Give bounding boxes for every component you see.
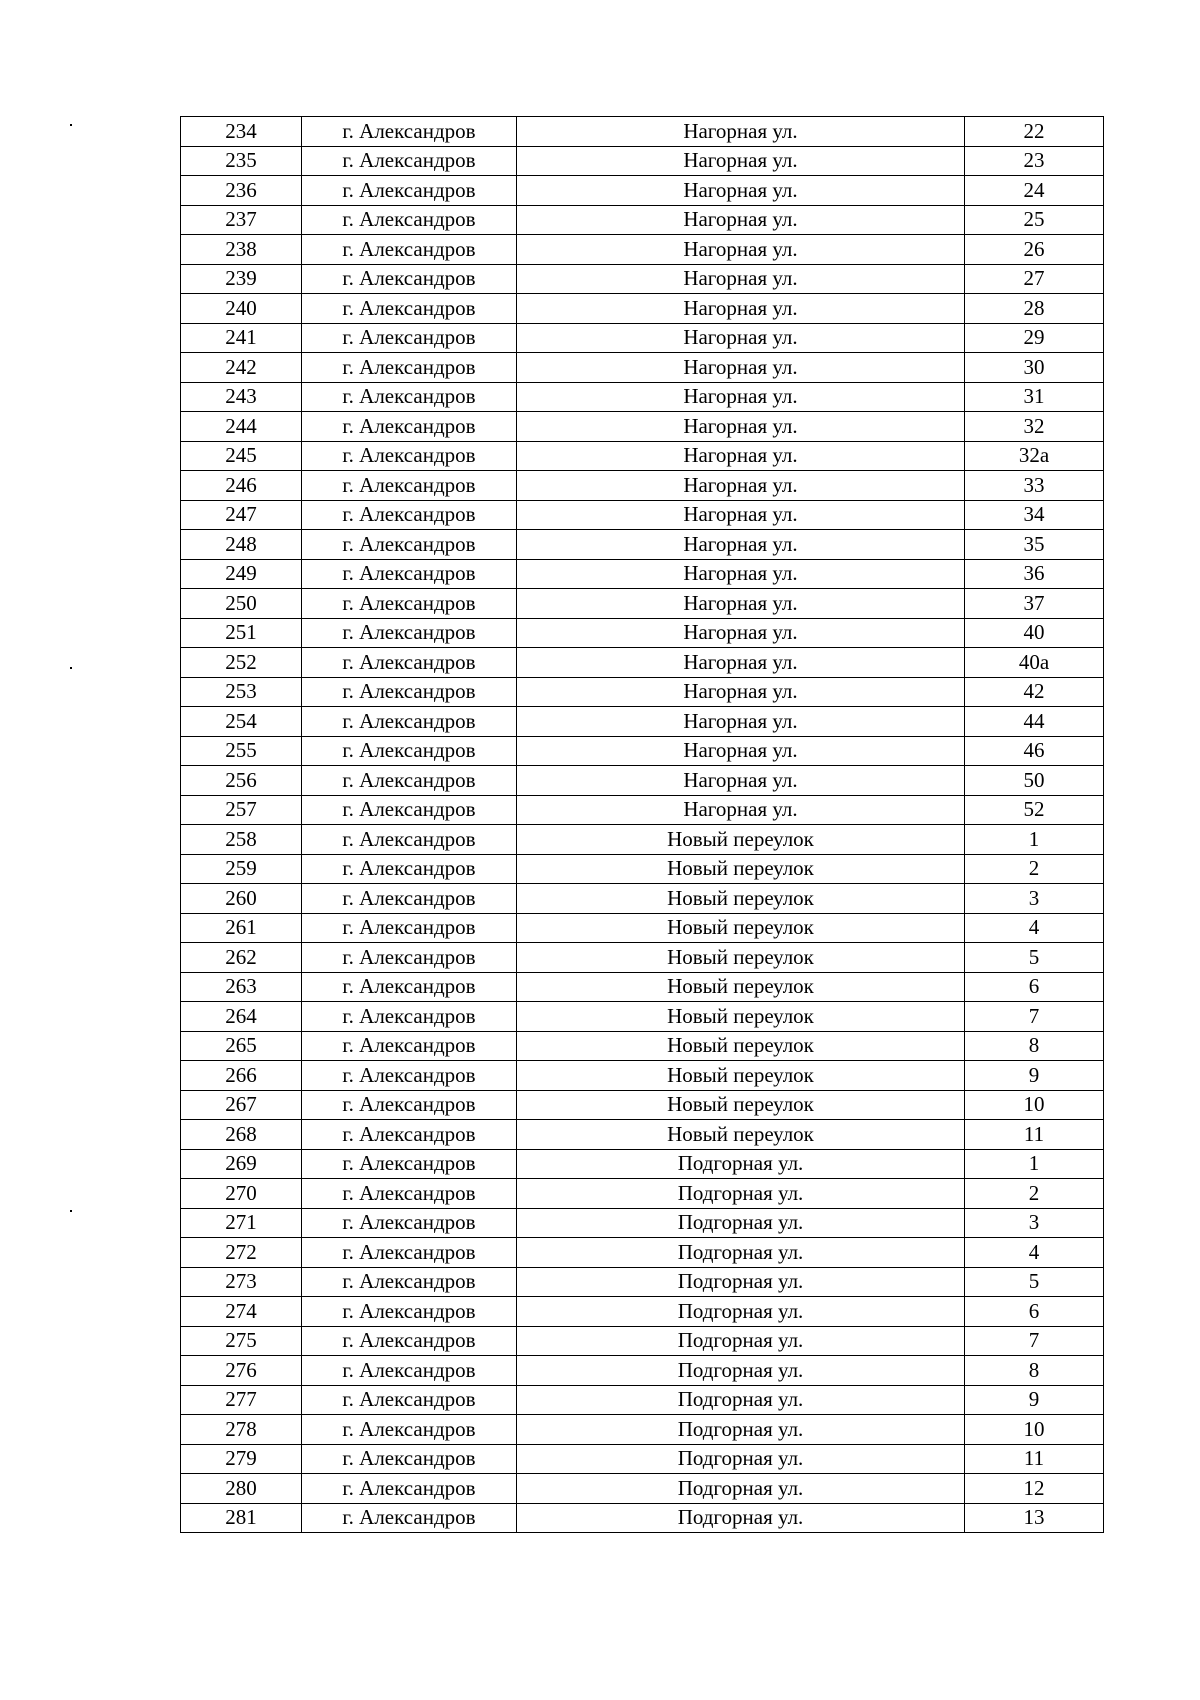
street-cell: Нагорная ул. [517,795,965,825]
table-row [181,1238,1104,1268]
table-row [181,795,1104,825]
city-cell: г. Александров [302,471,517,501]
row-number-cell: 247 [181,500,302,530]
house-number-cell: 4 [965,913,1104,943]
row-number-cell: 235 [181,146,302,176]
house-number-cell: 2 [965,1179,1104,1209]
row-number-cell: 257 [181,795,302,825]
table-row [181,382,1104,412]
street-cell: Новый переулок [517,972,965,1002]
row-number-cell: 267 [181,1090,302,1120]
house-number-cell: 10 [965,1415,1104,1445]
table-row [181,471,1104,501]
street-cell: Подгорная ул. [517,1415,965,1445]
house-number-cell: 1 [965,825,1104,855]
city-cell: г. Александров [302,825,517,855]
house-number-cell: 5 [965,1267,1104,1297]
house-number-cell: 3 [965,884,1104,914]
table-row [181,913,1104,943]
city-cell: г. Александров [302,1149,517,1179]
city-cell: г. Александров [302,589,517,619]
address-table [180,116,1104,1533]
row-number-cell: 268 [181,1120,302,1150]
table-row [181,264,1104,294]
house-number-cell: 24 [965,176,1104,206]
street-cell: Нагорная ул. [517,559,965,589]
street-cell: Новый переулок [517,1031,965,1061]
street-cell: Подгорная ул. [517,1356,965,1386]
house-number-cell: 9 [965,1061,1104,1091]
street-cell: Подгорная ул. [517,1267,965,1297]
city-cell: г. Александров [302,1356,517,1386]
margin-mark [70,1210,72,1212]
row-number-cell: 271 [181,1208,302,1238]
row-number-cell: 253 [181,677,302,707]
row-number-cell: 262 [181,943,302,973]
street-cell: Подгорная ул. [517,1238,965,1268]
table-row [181,1208,1104,1238]
table-row [181,825,1104,855]
city-cell: г. Александров [302,1267,517,1297]
house-number-cell: 28 [965,294,1104,324]
table-row [181,353,1104,383]
table-row [181,412,1104,442]
row-number-cell: 272 [181,1238,302,1268]
house-number-cell: 22 [965,117,1104,147]
street-cell: Подгорная ул. [517,1208,965,1238]
city-cell: г. Александров [302,441,517,471]
row-number-cell: 273 [181,1267,302,1297]
table-row [181,205,1104,235]
house-number-cell: 8 [965,1356,1104,1386]
table-row [181,1179,1104,1209]
street-cell: Нагорная ул. [517,471,965,501]
row-number-cell: 269 [181,1149,302,1179]
city-cell: г. Александров [302,412,517,442]
table-row [181,500,1104,530]
table-row [181,766,1104,796]
row-number-cell: 261 [181,913,302,943]
street-cell: Подгорная ул. [517,1474,965,1504]
city-cell: г. Александров [302,1002,517,1032]
address-table-body [181,117,1104,1533]
street-cell: Новый переулок [517,854,965,884]
table-row [181,1415,1104,1445]
row-number-cell: 275 [181,1326,302,1356]
table-row [181,1356,1104,1386]
row-number-cell: 270 [181,1179,302,1209]
house-number-cell: 2 [965,854,1104,884]
table-row [181,1061,1104,1091]
house-number-cell: 29 [965,323,1104,353]
table-row [181,707,1104,737]
house-number-cell: 13 [965,1503,1104,1533]
table-row [181,176,1104,206]
row-number-cell: 279 [181,1444,302,1474]
city-cell: г. Александров [302,1444,517,1474]
table-row [181,1149,1104,1179]
house-number-cell: 40а [965,648,1104,678]
city-cell: г. Александров [302,648,517,678]
table-row [181,854,1104,884]
house-number-cell: 31 [965,382,1104,412]
row-number-cell: 277 [181,1385,302,1415]
row-number-cell: 240 [181,294,302,324]
city-cell: г. Александров [302,235,517,265]
city-cell: г. Александров [302,1503,517,1533]
table-row [181,972,1104,1002]
house-number-cell: 37 [965,589,1104,619]
city-cell: г. Александров [302,176,517,206]
row-number-cell: 246 [181,471,302,501]
row-number-cell: 280 [181,1474,302,1504]
table-row [181,943,1104,973]
house-number-cell: 33 [965,471,1104,501]
street-cell: Нагорная ул. [517,117,965,147]
table-row [181,559,1104,589]
table-row [181,1474,1104,1504]
house-number-cell: 32 [965,412,1104,442]
city-cell: г. Александров [302,530,517,560]
street-cell: Подгорная ул. [517,1179,965,1209]
street-cell: Нагорная ул. [517,618,965,648]
city-cell: г. Александров [302,1031,517,1061]
street-cell: Нагорная ул. [517,353,965,383]
house-number-cell: 50 [965,766,1104,796]
house-number-cell: 36 [965,559,1104,589]
street-cell: Новый переулок [517,1061,965,1091]
row-number-cell: 278 [181,1415,302,1445]
table-row [181,1444,1104,1474]
house-number-cell: 10 [965,1090,1104,1120]
city-cell: г. Александров [302,500,517,530]
table-row [181,1002,1104,1032]
house-number-cell: 27 [965,264,1104,294]
table-row [181,884,1104,914]
row-number-cell: 274 [181,1297,302,1327]
street-cell: Нагорная ул. [517,176,965,206]
street-cell: Нагорная ул. [517,766,965,796]
row-number-cell: 265 [181,1031,302,1061]
row-number-cell: 238 [181,235,302,265]
row-number-cell: 251 [181,618,302,648]
row-number-cell: 248 [181,530,302,560]
street-cell: Новый переулок [517,1120,965,1150]
house-number-cell: 34 [965,500,1104,530]
house-number-cell: 30 [965,353,1104,383]
street-cell: Нагорная ул. [517,264,965,294]
street-cell: Нагорная ул. [517,205,965,235]
city-cell: г. Александров [302,323,517,353]
row-number-cell: 245 [181,441,302,471]
street-cell: Новый переулок [517,884,965,914]
city-cell: г. Александров [302,854,517,884]
city-cell: г. Александров [302,677,517,707]
street-cell: Новый переулок [517,1002,965,1032]
house-number-cell: 35 [965,530,1104,560]
house-number-cell: 7 [965,1326,1104,1356]
street-cell: Нагорная ул. [517,677,965,707]
city-cell: г. Александров [302,117,517,147]
street-cell: Подгорная ул. [517,1326,965,1356]
street-cell: Нагорная ул. [517,500,965,530]
house-number-cell: 25 [965,205,1104,235]
city-cell: г. Александров [302,736,517,766]
street-cell: Подгорная ул. [517,1444,965,1474]
row-number-cell: 244 [181,412,302,442]
table-row [181,736,1104,766]
city-cell: г. Александров [302,1061,517,1091]
street-cell: Нагорная ул. [517,589,965,619]
row-number-cell: 249 [181,559,302,589]
table-row [181,1503,1104,1533]
row-number-cell: 259 [181,854,302,884]
city-cell: г. Александров [302,707,517,737]
margin-mark [70,667,72,669]
table-row [181,1267,1104,1297]
row-number-cell: 239 [181,264,302,294]
house-number-cell: 11 [965,1444,1104,1474]
city-cell: г. Александров [302,1326,517,1356]
house-number-cell: 6 [965,1297,1104,1327]
city-cell: г. Александров [302,205,517,235]
table-row [181,117,1104,147]
row-number-cell: 263 [181,972,302,1002]
table-row [181,1090,1104,1120]
table-row [181,648,1104,678]
city-cell: г. Александров [302,353,517,383]
city-cell: г. Александров [302,972,517,1002]
street-cell: Нагорная ул. [517,530,965,560]
city-cell: г. Александров [302,1238,517,1268]
house-number-cell: 52 [965,795,1104,825]
city-cell: г. Александров [302,795,517,825]
city-cell: г. Александров [302,1179,517,1209]
city-cell: г. Александров [302,1120,517,1150]
street-cell: Подгорная ул. [517,1503,965,1533]
row-number-cell: 241 [181,323,302,353]
street-cell: Нагорная ул. [517,235,965,265]
city-cell: г. Александров [302,146,517,176]
house-number-cell: 46 [965,736,1104,766]
table-row [181,1326,1104,1356]
table-row [181,1120,1104,1150]
row-number-cell: 256 [181,766,302,796]
city-cell: г. Александров [302,943,517,973]
house-number-cell: 40 [965,618,1104,648]
house-number-cell: 3 [965,1208,1104,1238]
row-number-cell: 266 [181,1061,302,1091]
row-number-cell: 260 [181,884,302,914]
row-number-cell: 281 [181,1503,302,1533]
city-cell: г. Александров [302,1208,517,1238]
table-row [181,323,1104,353]
street-cell: Подгорная ул. [517,1385,965,1415]
table-row [181,235,1104,265]
house-number-cell: 5 [965,943,1104,973]
table-row [181,589,1104,619]
row-number-cell: 264 [181,1002,302,1032]
row-number-cell: 234 [181,117,302,147]
street-cell: Подгорная ул. [517,1149,965,1179]
row-number-cell: 250 [181,589,302,619]
street-cell: Подгорная ул. [517,1297,965,1327]
house-number-cell: 8 [965,1031,1104,1061]
house-number-cell: 42 [965,677,1104,707]
city-cell: г. Александров [302,618,517,648]
street-cell: Нагорная ул. [517,648,965,678]
row-number-cell: 237 [181,205,302,235]
house-number-cell: 26 [965,235,1104,265]
row-number-cell: 258 [181,825,302,855]
city-cell: г. Александров [302,1090,517,1120]
house-number-cell: 1 [965,1149,1104,1179]
street-cell: Нагорная ул. [517,382,965,412]
street-cell: Новый переулок [517,825,965,855]
city-cell: г. Александров [302,264,517,294]
table-row [181,677,1104,707]
street-cell: Нагорная ул. [517,412,965,442]
city-cell: г. Александров [302,294,517,324]
street-cell: Нагорная ул. [517,323,965,353]
city-cell: г. Александров [302,1474,517,1504]
house-number-cell: 6 [965,972,1104,1002]
house-number-cell: 9 [965,1385,1104,1415]
row-number-cell: 276 [181,1356,302,1386]
street-cell: Новый переулок [517,1090,965,1120]
street-cell: Нагорная ул. [517,294,965,324]
city-cell: г. Александров [302,913,517,943]
city-cell: г. Александров [302,382,517,412]
house-number-cell: 32а [965,441,1104,471]
table-row [181,1385,1104,1415]
street-cell: Нагорная ул. [517,146,965,176]
city-cell: г. Александров [302,559,517,589]
row-number-cell: 243 [181,382,302,412]
margin-mark [70,124,72,126]
house-number-cell: 4 [965,1238,1104,1268]
city-cell: г. Александров [302,1415,517,1445]
table-row [181,1297,1104,1327]
table-row [181,530,1104,560]
city-cell: г. Александров [302,766,517,796]
street-cell: Новый переулок [517,913,965,943]
house-number-cell: 23 [965,146,1104,176]
street-cell: Новый переулок [517,943,965,973]
table-row [181,1031,1104,1061]
row-number-cell: 255 [181,736,302,766]
house-number-cell: 44 [965,707,1104,737]
row-number-cell: 236 [181,176,302,206]
city-cell: г. Александров [302,1385,517,1415]
table-row [181,294,1104,324]
house-number-cell: 11 [965,1120,1104,1150]
city-cell: г. Александров [302,884,517,914]
house-number-cell: 12 [965,1474,1104,1504]
row-number-cell: 242 [181,353,302,383]
street-cell: Нагорная ул. [517,736,965,766]
table-row [181,618,1104,648]
table-row [181,441,1104,471]
table-row [181,146,1104,176]
row-number-cell: 252 [181,648,302,678]
city-cell: г. Александров [302,1297,517,1327]
street-cell: Нагорная ул. [517,441,965,471]
street-cell: Нагорная ул. [517,707,965,737]
row-number-cell: 254 [181,707,302,737]
house-number-cell: 7 [965,1002,1104,1032]
